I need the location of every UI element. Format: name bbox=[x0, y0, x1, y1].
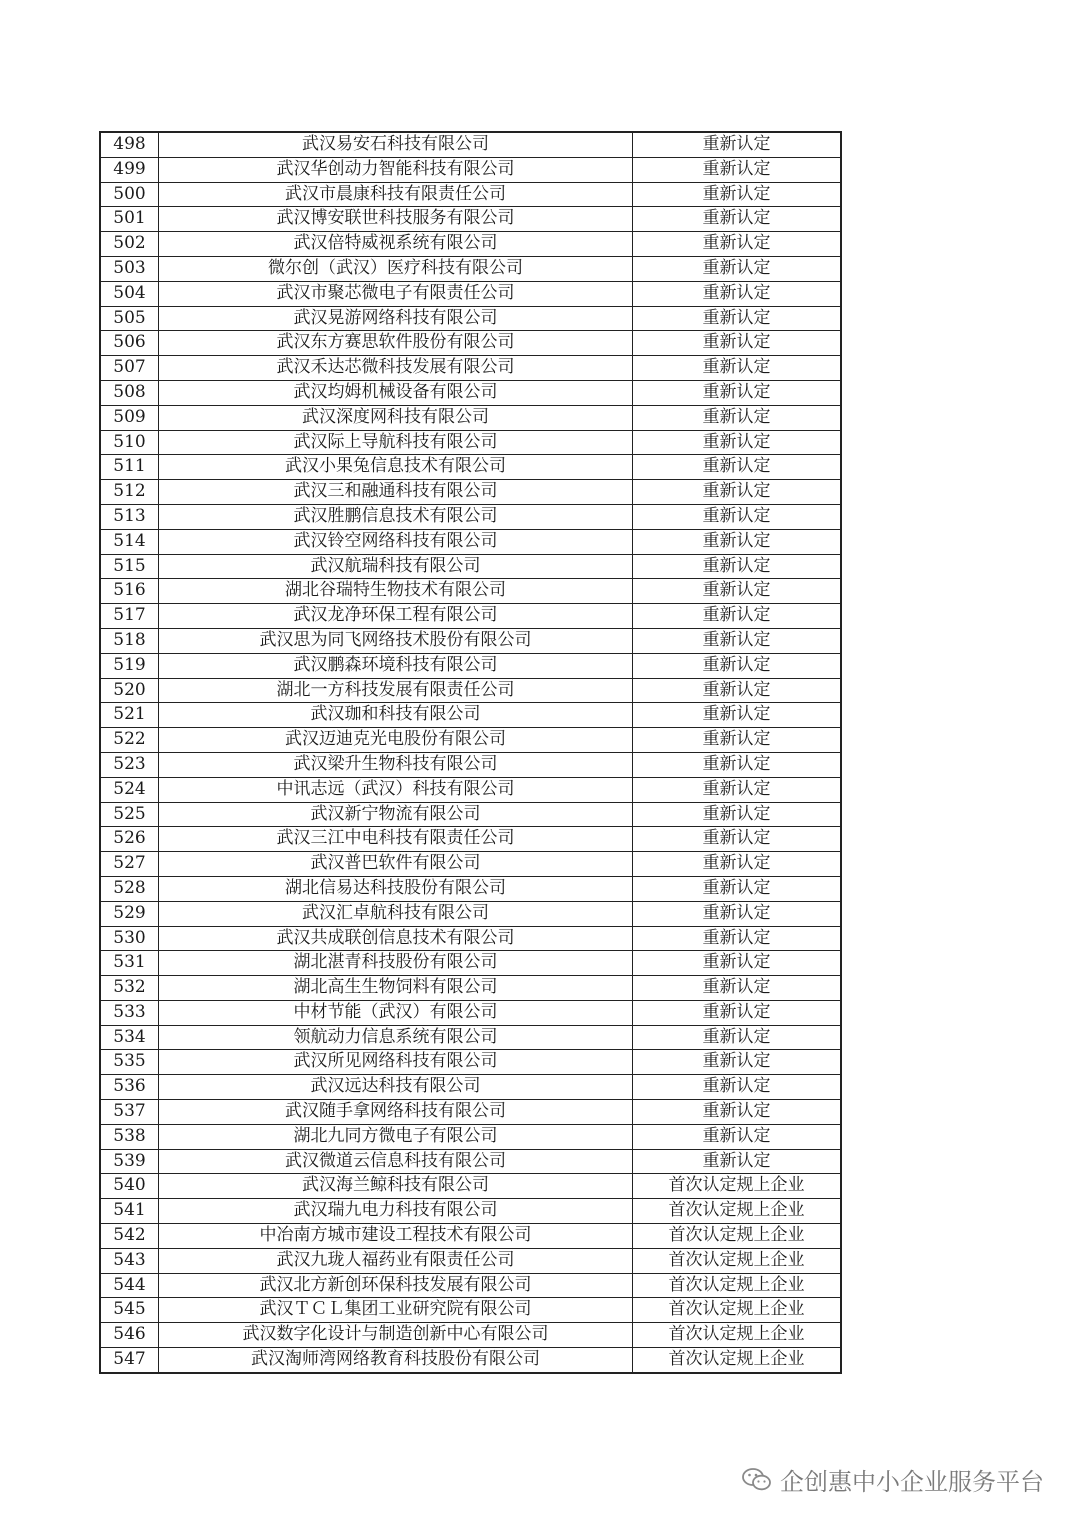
table-row bbox=[100, 579, 841, 604]
certification-status: 重新认定 bbox=[633, 306, 842, 331]
company-name: 武汉远达科技有限公司 bbox=[159, 1075, 633, 1100]
row-number: 515 bbox=[100, 554, 159, 579]
watermark bbox=[742, 1462, 1044, 1497]
table-row bbox=[100, 678, 841, 703]
certification-status: 重新认定 bbox=[633, 1000, 842, 1025]
certification-status: 重新认定 bbox=[633, 653, 842, 678]
certification-status: 首次认定规上企业 bbox=[633, 1199, 842, 1224]
row-number: 518 bbox=[100, 628, 159, 653]
row-number: 533 bbox=[100, 1000, 159, 1025]
company-name: 湖北信易达科技股份有限公司 bbox=[159, 876, 633, 901]
row-number: 526 bbox=[100, 827, 159, 852]
company-name: 武汉淘师湾网络教育科技股份有限公司 bbox=[159, 1348, 633, 1373]
certification-status: 重新认定 bbox=[633, 1025, 842, 1050]
company-name: 武汉微道云信息科技有限公司 bbox=[159, 1149, 633, 1174]
certification-status: 重新认定 bbox=[633, 852, 842, 877]
table-body bbox=[100, 132, 841, 1373]
company-name: 武汉禾达芯微科技发展有限公司 bbox=[159, 356, 633, 381]
company-name: 湖北谷瑞特生物技术有限公司 bbox=[159, 579, 633, 604]
company-name: 武汉随手拿网络科技有限公司 bbox=[159, 1100, 633, 1125]
certification-status: 重新认定 bbox=[633, 529, 842, 554]
company-name: 武汉共成联创信息技术有限公司 bbox=[159, 926, 633, 951]
row-number: 517 bbox=[100, 604, 159, 629]
row-number: 543 bbox=[100, 1248, 159, 1273]
company-name: 武汉新宁物流有限公司 bbox=[159, 802, 633, 827]
company-name: 武汉瑞九电力科技有限公司 bbox=[159, 1199, 633, 1224]
company-name: 武汉所见网络科技有限公司 bbox=[159, 1050, 633, 1075]
row-number: 528 bbox=[100, 876, 159, 901]
table-row bbox=[100, 1298, 841, 1323]
certification-status: 重新认定 bbox=[633, 281, 842, 306]
certification-status: 重新认定 bbox=[633, 504, 842, 529]
certification-status: 重新认定 bbox=[633, 480, 842, 505]
certification-status: 重新认定 bbox=[633, 380, 842, 405]
certification-status: 首次认定规上企业 bbox=[633, 1323, 842, 1348]
certification-status: 重新认定 bbox=[633, 232, 842, 257]
certification-status: 重新认定 bbox=[633, 554, 842, 579]
company-name: 湖北高生生物饲料有限公司 bbox=[159, 976, 633, 1001]
company-name: 武汉珈和科技有限公司 bbox=[159, 703, 633, 728]
table-row bbox=[100, 380, 841, 405]
table-row bbox=[100, 132, 841, 157]
row-number: 541 bbox=[100, 1199, 159, 1224]
certification-status: 首次认定规上企业 bbox=[633, 1174, 842, 1199]
table-row bbox=[100, 405, 841, 430]
certification-status: 重新认定 bbox=[633, 405, 842, 430]
row-number: 536 bbox=[100, 1075, 159, 1100]
row-number: 520 bbox=[100, 678, 159, 703]
company-name: 湖北一方科技发展有限责任公司 bbox=[159, 678, 633, 703]
row-number: 507 bbox=[100, 356, 159, 381]
company-name: 武汉普巴软件有限公司 bbox=[159, 852, 633, 877]
table-row bbox=[100, 827, 841, 852]
table-row bbox=[100, 653, 841, 678]
company-name: 中讯志远（武汉）科技有限公司 bbox=[159, 777, 633, 802]
table-row bbox=[100, 157, 841, 182]
table-row bbox=[100, 1075, 841, 1100]
table-row bbox=[100, 356, 841, 381]
row-number: 542 bbox=[100, 1224, 159, 1249]
certification-status: 重新认定 bbox=[633, 703, 842, 728]
certification-status: 重新认定 bbox=[633, 777, 842, 802]
certification-status: 重新认定 bbox=[633, 430, 842, 455]
row-number: 529 bbox=[100, 901, 159, 926]
certification-status: 重新认定 bbox=[633, 157, 842, 182]
table-row bbox=[100, 802, 841, 827]
certification-status: 重新认定 bbox=[633, 876, 842, 901]
row-number: 524 bbox=[100, 777, 159, 802]
row-number: 534 bbox=[100, 1025, 159, 1050]
table-row bbox=[100, 504, 841, 529]
company-name: 中冶南方城市建设工程技术有限公司 bbox=[159, 1224, 633, 1249]
row-number: 540 bbox=[100, 1174, 159, 1199]
table-row bbox=[100, 852, 841, 877]
table-row bbox=[100, 1348, 841, 1373]
certification-status: 重新认定 bbox=[633, 331, 842, 356]
table-row bbox=[100, 901, 841, 926]
company-name: 武汉九珑人福药业有限责任公司 bbox=[159, 1248, 633, 1273]
company-name: 武汉ＴＣＬ集团工业研究院有限公司 bbox=[159, 1298, 633, 1323]
table-row bbox=[100, 1000, 841, 1025]
certification-status: 首次认定规上企业 bbox=[633, 1224, 842, 1249]
row-number: 509 bbox=[100, 405, 159, 430]
table-row bbox=[100, 752, 841, 777]
company-name: 武汉航瑞科技有限公司 bbox=[159, 554, 633, 579]
row-number: 500 bbox=[100, 182, 159, 207]
row-number: 498 bbox=[100, 132, 159, 157]
company-name: 武汉思为同飞网络技术股份有限公司 bbox=[159, 628, 633, 653]
row-number: 535 bbox=[100, 1050, 159, 1075]
company-name: 中材节能（武汉）有限公司 bbox=[159, 1000, 633, 1025]
certification-status: 重新认定 bbox=[633, 1149, 842, 1174]
row-number: 547 bbox=[100, 1348, 159, 1373]
table-row bbox=[100, 604, 841, 629]
row-number: 512 bbox=[100, 480, 159, 505]
company-name: 领航动力信息系统有限公司 bbox=[159, 1025, 633, 1050]
row-number: 530 bbox=[100, 926, 159, 951]
row-number: 506 bbox=[100, 331, 159, 356]
row-number: 545 bbox=[100, 1298, 159, 1323]
company-name: 武汉胜鹏信息技术有限公司 bbox=[159, 504, 633, 529]
company-name: 武汉易安石科技有限公司 bbox=[159, 132, 633, 157]
table-row bbox=[100, 1323, 841, 1348]
row-number: 519 bbox=[100, 653, 159, 678]
company-name: 武汉三江中电科技有限责任公司 bbox=[159, 827, 633, 852]
table-row bbox=[100, 455, 841, 480]
certification-status: 重新认定 bbox=[633, 256, 842, 281]
table-row bbox=[100, 529, 841, 554]
table-row bbox=[100, 777, 841, 802]
company-name: 武汉市晨康科技有限责任公司 bbox=[159, 182, 633, 207]
company-name: 武汉华创动力智能科技有限公司 bbox=[159, 157, 633, 182]
certification-status: 重新认定 bbox=[633, 628, 842, 653]
row-number: 521 bbox=[100, 703, 159, 728]
certification-status: 重新认定 bbox=[633, 207, 842, 232]
watermark-text: 企创惠中小企业服务平台 bbox=[780, 1468, 1044, 1496]
table-row bbox=[100, 1149, 841, 1174]
company-name: 武汉深度网科技有限公司 bbox=[159, 405, 633, 430]
table-row bbox=[100, 1273, 841, 1298]
certification-status: 重新认定 bbox=[633, 1050, 842, 1075]
company-name: 武汉海兰鲸科技有限公司 bbox=[159, 1174, 633, 1199]
certification-status: 重新认定 bbox=[633, 976, 842, 1001]
company-list-table bbox=[99, 131, 842, 1374]
certification-status: 重新认定 bbox=[633, 1075, 842, 1100]
certification-status: 重新认定 bbox=[633, 802, 842, 827]
table-row bbox=[100, 628, 841, 653]
certification-status: 重新认定 bbox=[633, 926, 842, 951]
row-number: 532 bbox=[100, 976, 159, 1001]
row-number: 514 bbox=[100, 529, 159, 554]
table-row bbox=[100, 1050, 841, 1075]
row-number: 501 bbox=[100, 207, 159, 232]
company-name: 武汉汇卓航科技有限公司 bbox=[159, 901, 633, 926]
certification-status: 首次认定规上企业 bbox=[633, 1273, 842, 1298]
row-number: 503 bbox=[100, 256, 159, 281]
table-row bbox=[100, 1174, 841, 1199]
certification-status: 首次认定规上企业 bbox=[633, 1348, 842, 1373]
table-row bbox=[100, 256, 841, 281]
certification-status: 重新认定 bbox=[633, 455, 842, 480]
table-row bbox=[100, 703, 841, 728]
company-name: 武汉铃空网络科技有限公司 bbox=[159, 529, 633, 554]
table-row bbox=[100, 430, 841, 455]
certification-status: 重新认定 bbox=[633, 356, 842, 381]
table-row bbox=[100, 1199, 841, 1224]
certification-status: 重新认定 bbox=[633, 1124, 842, 1149]
table-row bbox=[100, 331, 841, 356]
company-name: 武汉际上导航科技有限公司 bbox=[159, 430, 633, 455]
table-row bbox=[100, 976, 841, 1001]
table-row bbox=[100, 728, 841, 753]
certification-status: 首次认定规上企业 bbox=[633, 1248, 842, 1273]
company-name: 武汉迈迪克光电股份有限公司 bbox=[159, 728, 633, 753]
company-name: 武汉倍特威视系统有限公司 bbox=[159, 232, 633, 257]
row-number: 502 bbox=[100, 232, 159, 257]
certification-status: 重新认定 bbox=[633, 951, 842, 976]
table-row bbox=[100, 1025, 841, 1050]
company-name: 湖北湛青科技股份有限公司 bbox=[159, 951, 633, 976]
table-row bbox=[100, 554, 841, 579]
row-number: 522 bbox=[100, 728, 159, 753]
company-name: 武汉数字化设计与制造创新中心有限公司 bbox=[159, 1323, 633, 1348]
table-row bbox=[100, 281, 841, 306]
row-number: 508 bbox=[100, 380, 159, 405]
company-name: 武汉小果兔信息技术有限公司 bbox=[159, 455, 633, 480]
row-number: 510 bbox=[100, 430, 159, 455]
company-name: 武汉东方赛思软件股份有限公司 bbox=[159, 331, 633, 356]
company-name: 武汉龙净环保工程有限公司 bbox=[159, 604, 633, 629]
company-name: 武汉均姆机械设备有限公司 bbox=[159, 380, 633, 405]
row-number: 539 bbox=[100, 1149, 159, 1174]
certification-status: 重新认定 bbox=[633, 728, 842, 753]
table-row bbox=[100, 876, 841, 901]
certification-status: 重新认定 bbox=[633, 752, 842, 777]
row-number: 499 bbox=[100, 157, 159, 182]
table-row bbox=[100, 1248, 841, 1273]
row-number: 531 bbox=[100, 951, 159, 976]
company-name: 武汉博安联世科技服务有限公司 bbox=[159, 207, 633, 232]
table-row bbox=[100, 926, 841, 951]
company-name: 微尔创（武汉）医疗科技有限公司 bbox=[159, 256, 633, 281]
certification-status: 重新认定 bbox=[633, 1100, 842, 1125]
certification-status: 重新认定 bbox=[633, 132, 842, 157]
company-name: 武汉市聚芯微电子有限责任公司 bbox=[159, 281, 633, 306]
certification-status: 重新认定 bbox=[633, 901, 842, 926]
table-row bbox=[100, 1124, 841, 1149]
row-number: 513 bbox=[100, 504, 159, 529]
certification-status: 重新认定 bbox=[633, 827, 842, 852]
table-row bbox=[100, 951, 841, 976]
certification-status: 重新认定 bbox=[633, 579, 842, 604]
certification-status: 重新认定 bbox=[633, 678, 842, 703]
row-number: 504 bbox=[100, 281, 159, 306]
row-number: 544 bbox=[100, 1273, 159, 1298]
row-number: 523 bbox=[100, 752, 159, 777]
table-row bbox=[100, 480, 841, 505]
table-row bbox=[100, 182, 841, 207]
table-row bbox=[100, 1224, 841, 1249]
table-row bbox=[100, 306, 841, 331]
company-name: 武汉三和融通科技有限公司 bbox=[159, 480, 633, 505]
certification-status: 重新认定 bbox=[633, 604, 842, 629]
row-number: 525 bbox=[100, 802, 159, 827]
row-number: 516 bbox=[100, 579, 159, 604]
row-number: 546 bbox=[100, 1323, 159, 1348]
table-row bbox=[100, 207, 841, 232]
company-name: 湖北九同方微电子有限公司 bbox=[159, 1124, 633, 1149]
company-name: 武汉鹏森环境科技有限公司 bbox=[159, 653, 633, 678]
table-row bbox=[100, 1100, 841, 1125]
company-name: 武汉北方新创环保科技发展有限公司 bbox=[159, 1273, 633, 1298]
certification-status: 重新认定 bbox=[633, 182, 842, 207]
certification-status: 首次认定规上企业 bbox=[633, 1298, 842, 1323]
row-number: 505 bbox=[100, 306, 159, 331]
table-row bbox=[100, 232, 841, 257]
row-number: 527 bbox=[100, 852, 159, 877]
company-name: 武汉晃游网络科技有限公司 bbox=[159, 306, 633, 331]
wechat-icon bbox=[742, 1467, 772, 1493]
row-number: 537 bbox=[100, 1100, 159, 1125]
row-number: 538 bbox=[100, 1124, 159, 1149]
row-number: 511 bbox=[100, 455, 159, 480]
company-name: 武汉梁升生物科技有限公司 bbox=[159, 752, 633, 777]
